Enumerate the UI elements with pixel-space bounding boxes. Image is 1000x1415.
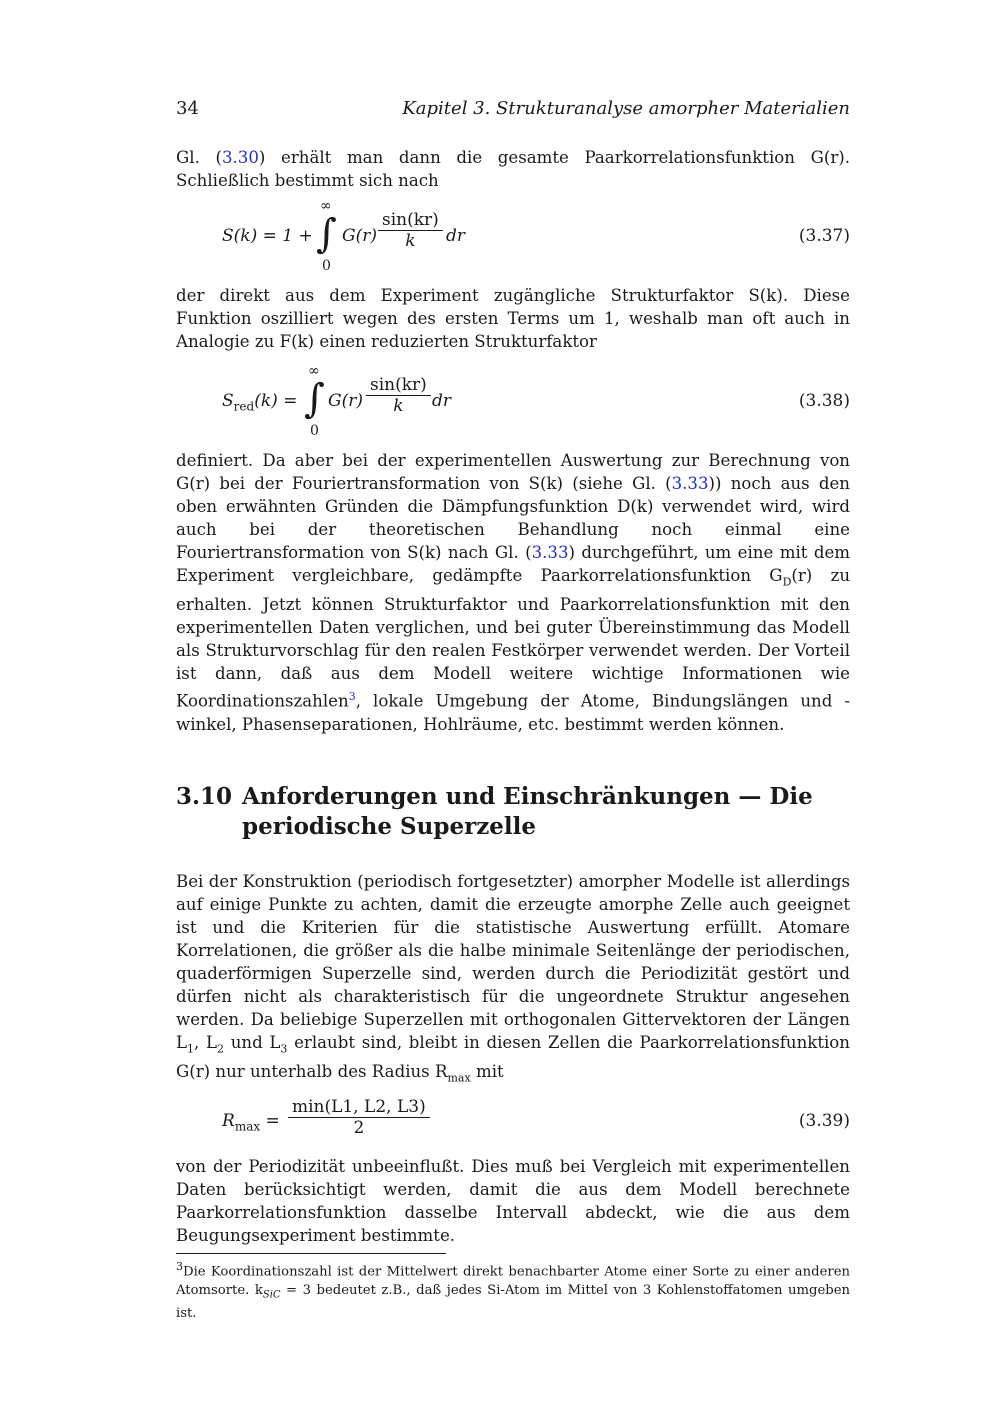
paragraph-5: von der Periodizität unbeeinflußt. Dies muß bei Vergleich mit experimentellen Daten berücksichtigt werden, damit die aus dem Modell berechnete Paarkorrelationsfunktion dasselbe Intervall abdeckt, wie die aus dem Beugungsexperiment bestimmte.: [176, 1157, 850, 1246]
equation-3-39: [176, 1093, 850, 1155]
differential: dr: [432, 391, 452, 411]
equation-link[interactable]: 3.33: [531, 543, 569, 562]
paragraph-3: definiert. Da aber bei der experimentellen Auswertung zur Berechnung von G(r) bei der Fouriertransformation von S(k) (siehe Gl. (3.33)) noch aus den oben erwähnten Gründen die Dämpfungsfunktion D(k) verwendet wird, wird auch bei der theoretischen Behandlung noch einmal eine Fouriertransformation von S(k) nach Gl. (3.33) durchgeführt, um eine mit dem Experiment vergleichbare, gedämpfte Paarkorrelationsfunktion $G_D(r)$ zu erhalten. Jetzt können Strukturfaktor und Paarkorrelationsfunktion mit den experimentellen Daten verglichen, und bei guter Übereinstimmung das Modell als Strukturvorschlag für den realen Festkörper verwendet werden. Der Vorteil ist dann, daß aus dem Modell weitere wichtige Informationen wie Koordinationszahlen$^3$, lokale Umgebung der Atome, Bindungslängen und -winkel, Phasenseparationen, Hohlräume, etc. bestimmt werden können.: [176, 451, 850, 734]
fraction: $\frac{\sin(kr)}{k}$: [378, 210, 443, 251]
paragraph-4: Bei der Konstruktion (periodisch fortgesetzter) amorpher Modelle ist allerdings auf einige Punkte zu achten, damit die erzeugte amorphe Zelle auch geeignet ist und die Kriterien für die statistische Auswertung erfüllt. Atomare Korrelationen, die größer als die halbe minimale Seitenlänge der periodischen, quaderförmigen Superzelle sind, werden durch die Periodizität gestört und dürfen nicht als charakteristisch für die ungeordnete Struktur angesehen werden. Da beliebige Superzellen mit orthogonalen Gittervektoren der Längen $L_1$, $L_2$ und $L_3$ erlaubt sind, bleibt in diesen Zellen die Paarkorrelationsfunktion G(r) nur unterhalb des Radius $R_{max}$ mit: [176, 871, 850, 1085]
section-title: Anforderungen und Einschränkungen — Die periodische Superzelle: [242, 782, 813, 840]
footnote: $^3$Die Koordinationszahl ist der Mittelwert direkt benachbarter Atome einer Sorte zu einer anderen Atomsorte. $k_{SiC} = 3$ bedeutet z.B., daß jedes Si-Atom im Mittel von 3 Kohlenstoffatomen umgeben ist.: [176, 1260, 850, 1321]
equation-link[interactable]: 3.33: [671, 474, 709, 493]
footnote-rule: [176, 1253, 446, 1254]
footnote-link[interactable]: 3: [348, 690, 356, 704]
paragraph-1: Gl. (3.30) erhält man dann die gesamte Paarkorrelationsfunktion G(r). Schließlich bestimmt sich nach: [176, 148, 850, 190]
fraction: $\frac{\sin(kr)}{k}$: [366, 375, 431, 416]
equation-lhs: $S_{red}(k)$ =: [222, 391, 298, 414]
equation-lhs: S(k) = 1 +: [222, 226, 313, 246]
equation-number: (3.37): [798, 226, 850, 246]
section-heading: [176, 782, 850, 842]
paragraph-2: der direkt aus dem Experiment zugängliche Strukturfaktor S(k). Diese Funktion oszilliert wegen des ersten Terms um 1, weshalb man oft auch in Analogie zu F(k) einen reduzierten Strukturfaktor: [176, 286, 850, 351]
equation-lhs: $R_{max}$ =: [222, 1111, 280, 1134]
section-number: 3.10: [176, 782, 233, 810]
integral-sign: ∞ ∫ 0: [316, 198, 337, 274]
integrand: G(r): [328, 391, 363, 411]
equation-3-38: [176, 363, 850, 443]
page-number: 34: [176, 98, 199, 119]
fraction: min(L1, L2, L3) 2: [288, 1097, 430, 1138]
page-header: [176, 98, 850, 126]
integral-sign: ∞ ∫ 0: [304, 363, 325, 439]
differential: dr: [446, 226, 466, 246]
footnote-mark: 3: [176, 1260, 183, 1274]
integrand: G(r): [342, 226, 377, 246]
running-title: Kapitel 3. Strukturanalyse amorpher Materialien: [402, 98, 850, 119]
equation-number: (3.38): [798, 391, 850, 411]
equation-link[interactable]: 3.30: [221, 148, 259, 167]
equation-3-37: [176, 198, 850, 278]
page: [176, 98, 850, 1323]
equation-number: (3.39): [798, 1111, 850, 1132]
